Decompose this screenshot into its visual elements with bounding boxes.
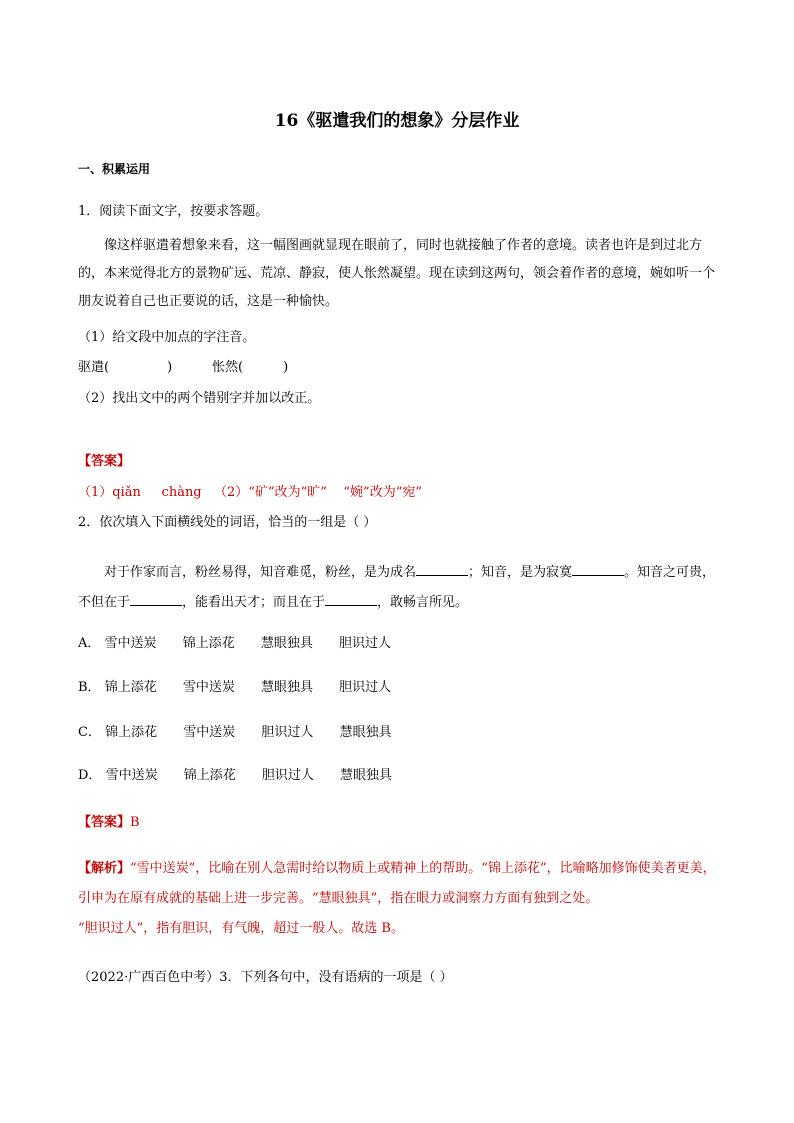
passage2-part2: ；知音，是为寂寞 [468, 565, 573, 580]
analysis [78, 854, 718, 944]
option-a[interactable]: A． 雪中送炭 锦上添花 慧眼独具 胆识过人 [78, 636, 392, 651]
question-1-passage [78, 232, 718, 316]
answer-1: （1）qiǎn chàng （2）“矿”改为“旷” “婉”改为“宛” [78, 485, 422, 500]
passage2-part4: ，能看出天才；而且在于 [182, 595, 326, 610]
answer-2 [78, 812, 140, 834]
question-2-passage [78, 558, 718, 618]
passage2-part5: ，敢畅言所见。 [377, 595, 469, 610]
analysis-text-2: “胆识过人”，指有胆识，有气魄，超过一般人。故选 B。 [78, 921, 404, 936]
option-b[interactable]: B． 锦上添花 雪中送炭 慧眼独具 胆识过人 [78, 680, 392, 695]
analysis-tag: 【解析】 [78, 861, 131, 876]
question-3-source: （2022·广西百色中考） [78, 970, 220, 985]
answer-tag-2: 【答案】 [78, 815, 131, 830]
fill-blank-2[interactable] [572, 561, 624, 576]
page-title: 16《驱遣我们的想象》分层作业 [274, 111, 520, 131]
question-1-sub2: （2）找出文中的两个错别字并加以改正。 [78, 391, 321, 406]
fill-blank-4[interactable] [325, 591, 377, 606]
question-1-prompt: 1．阅读下面文字，按要求答题。 [78, 204, 269, 219]
question-3 [78, 967, 453, 989]
blank-1-label: 驱遣( [78, 360, 110, 375]
pinyin-blank-2 [212, 357, 288, 379]
section-heading: 一、积累运用 [78, 162, 151, 176]
option-c[interactable]: C． 锦上添花 雪中送炭 胆识过人 慧眼独具 [78, 725, 392, 740]
passage2-part3: 。知音之可贵，不但在于 [78, 565, 716, 610]
question-3-prompt: 3．下列各句中，没有语病的一项是（ ） [219, 970, 453, 985]
passage2-part1: 对于作家而言，粉丝易得，知音难觅，粉丝，是为成名 [104, 565, 417, 580]
blank-2-close: ) [283, 360, 289, 375]
answer-tag-1: 【答案】 [78, 454, 131, 469]
blank-1-close: ) [167, 360, 173, 375]
blank-2-label: 怅然( [212, 360, 244, 375]
question-1-sub1: （1）给文段中加点的字注音。 [78, 330, 256, 345]
answer-2-value: B [130, 815, 140, 830]
pinyin-blank-1 [78, 357, 172, 379]
question-2-prompt: 2．依次填入下面横线处的词语，恰当的一组是（ ） [78, 515, 377, 530]
analysis-text-1: “雪中送炭”，比喻在别人急需时给以物质上或精神上的帮助。“锦上添花”，比喻略加修饰使美者更美，引申为在原有成就的基础上进一步完善。“慧眼独具”，指在眼力或洞察力方面有独到之处。 [78, 861, 716, 906]
passage-text: 像这样驱遣着想象来看，这一幅图画就显现在眼前了，同时也就接触了作者的意境。读者也许是到过北方的，本来觉得北方的景物矿远、荒凉、静寂，使人怅然凝望。现在读到这两句，领会着作者的意境，婉如听一个朋友说着自己也正要说的话，这是一种愉快。 [78, 238, 716, 309]
fill-blank-3[interactable] [130, 591, 182, 606]
fill-blank-1[interactable] [416, 561, 468, 576]
option-d[interactable]: D． 雪中送炭 锦上添花 胆识过人 慧眼独具 [78, 768, 393, 783]
